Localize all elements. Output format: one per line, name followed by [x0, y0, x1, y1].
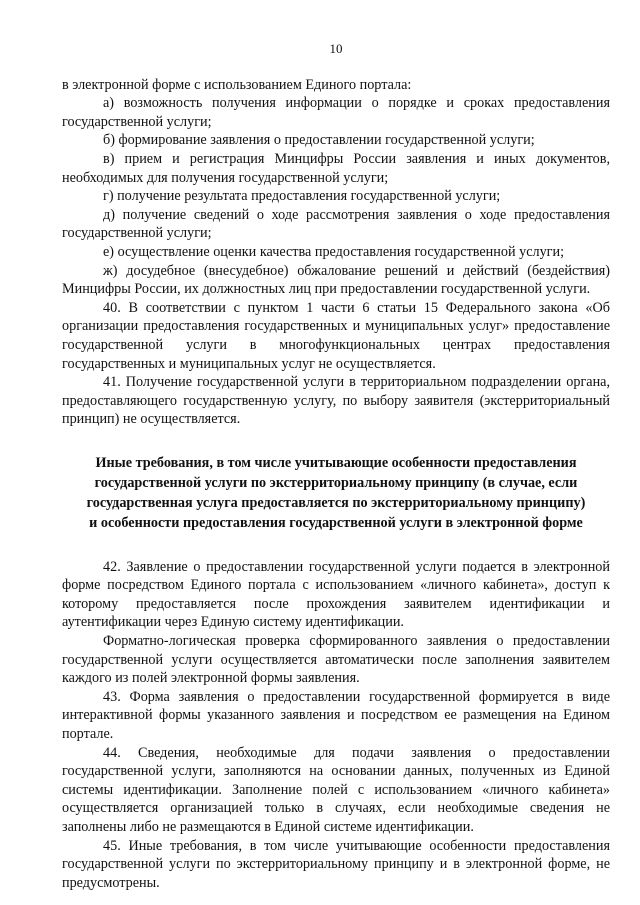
section-heading-line: государственной услуги по экстерриториальному принципу (в случае, если	[94, 475, 578, 492]
list-item-v: в) прием и регистрация Минцифры России заявления и иных документов, необходимых для получения государственной услуги;	[62, 150, 610, 186]
section-heading-line: государственная услуга предоставляется по экстерриториальному принципу)	[86, 495, 586, 512]
section-heading	[62, 453, 610, 534]
list-item-zh: ж) досудебное (внесудебное) обжалование решений и действий (бездействия) Минцифры России, их должностных лиц при предоставлении государственной услуги.	[62, 262, 610, 298]
clause-42: 42. Заявление о предоставлении государственной услуги подается в электронной форме посредством Единого портала с использованием «личного кабинета», доступ к которому предоставляется после прохождения заявителем идентификации и аутентификации через Единую систему идентификации.	[62, 558, 610, 631]
page-number: 10	[329, 41, 343, 56]
section-heading-line: Иные требования, в том числе учитывающие особенности предоставления	[95, 454, 577, 471]
section-heading-line: и особенности предоставления государственной услуги в электронной форме	[89, 515, 583, 532]
clause-41: 41. Получение государственной услуги в территориальном подразделении органа, предоставляющего государственную услугу, по выбору заявителя (экстерриториальный принцип) не осуществляется.	[62, 374, 610, 428]
clause-45: 45. Иные требования, в том числе учитывающие особенности предоставления государственной услуги по экстерриториальному принципу и в электронной форме, не предусмотрены.	[62, 837, 610, 891]
list-item-a: а) возможность получения информации о порядке и сроках предоставления государственной услуги;	[62, 95, 610, 130]
clause-44: 44. Сведения, необходимые для подачи заявления о предоставлении государственной услуги, заполняются на основании данных, полученных из Единой системы идентификации. Заполнение полей с использованием «личного кабинета» осуществляется организацией только в случаях, если необходимые сведения не заполнены либо не размещаются в Единой системе идентификации.	[62, 744, 610, 835]
document-page	[62, 40, 610, 892]
list-item-e: е) осуществление оценки качества предоставления государственной услуги;	[103, 243, 565, 260]
list-item-g: г) получение результата предоставления государственной услуги;	[103, 188, 501, 205]
clause-42-continuation: Форматно-логическая проверка сформированного заявления о предоставлении государственной услуги осуществляется автоматически после заполнения заявителем каждого из полей электронной формы заявления.	[62, 633, 610, 687]
list-item-b: б) формирование заявления о предоставлении государственной услуги;	[103, 132, 535, 149]
clause-40: 40. В соответствии с пунктом 1 части 6 статьи 15 Федерального закона «Об организации предоставления государственных и муниципальных услуг» предоставление государственной услуги в многофункциональных центрах предоставления государственных и муниципальных услуг не осуществляется.	[62, 299, 610, 372]
paragraph-continuation: в электронной форме с использованием Единого портала:	[62, 76, 412, 93]
clause-43: 43. Форма заявления о предоставлении государственной формируется в виде интерактивной формы указанного заявления и посредством ее размещения на Едином портале.	[62, 688, 610, 743]
list-item-d: д) получение сведений о ходе рассмотрения заявления о ходе предоставления государственной услуги;	[62, 206, 610, 242]
